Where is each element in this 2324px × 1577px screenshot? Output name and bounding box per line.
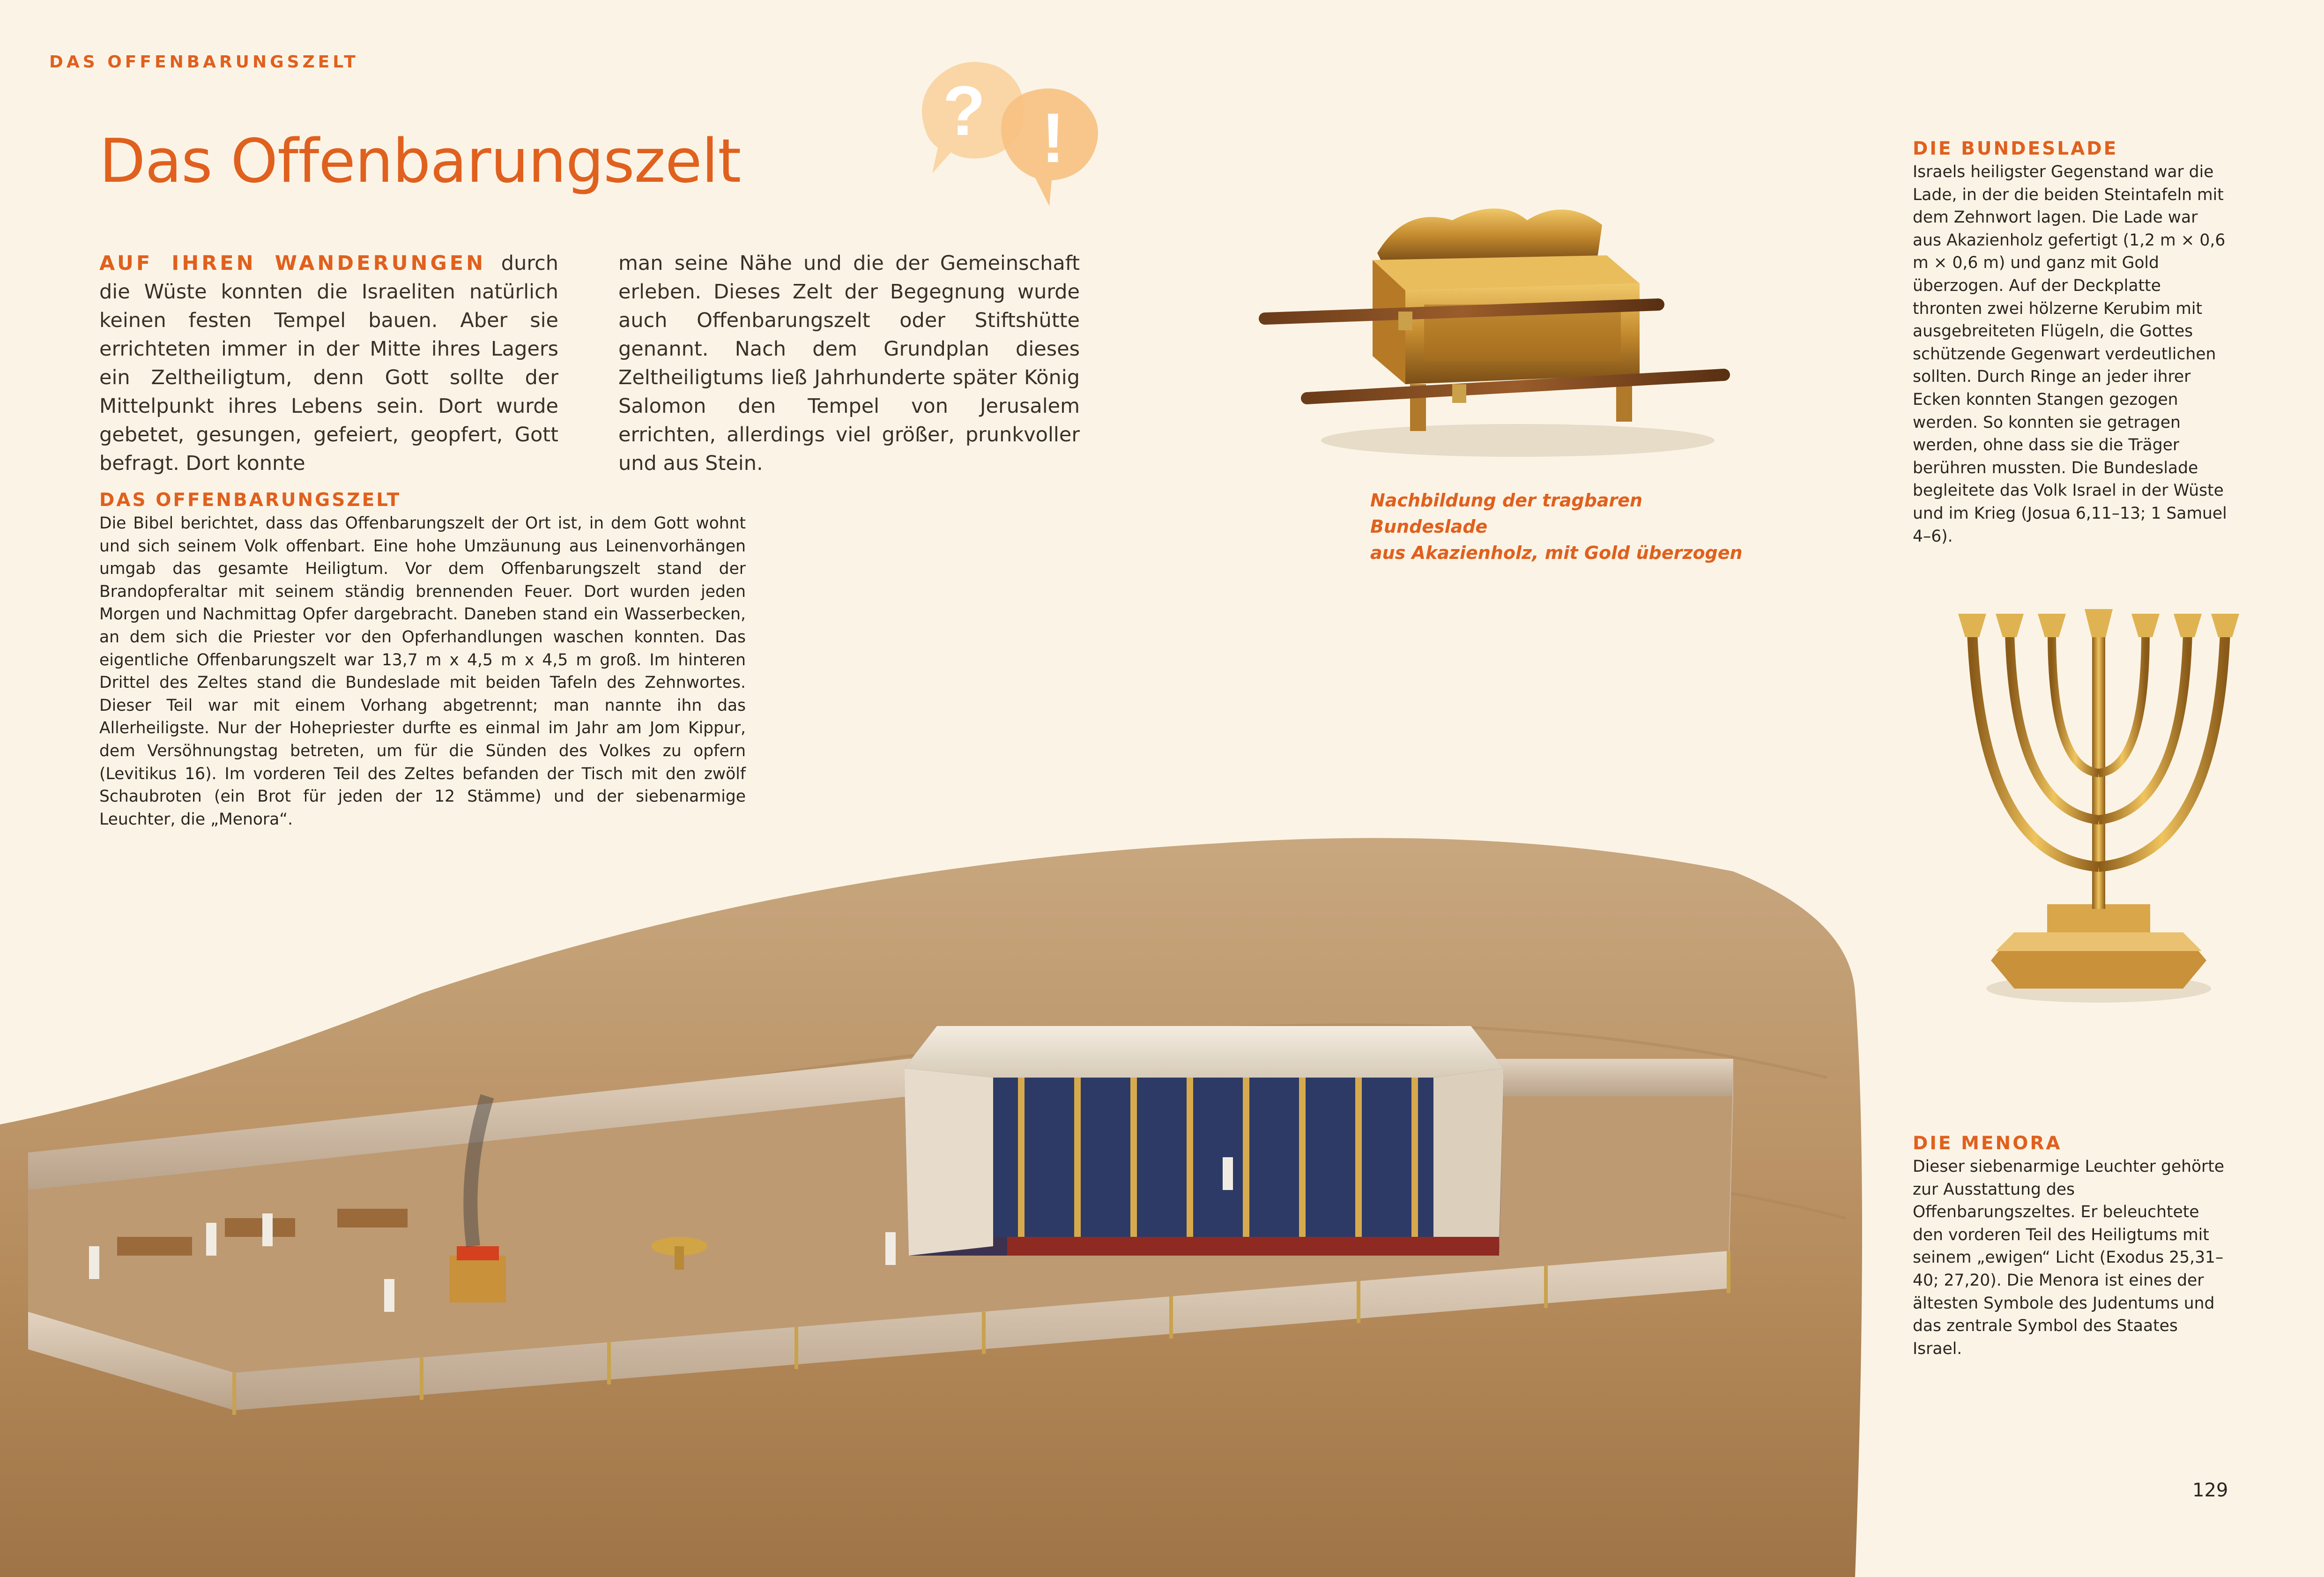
page-title: Das Offenbarungszelt [99, 126, 741, 196]
svg-text:!: ! [1041, 98, 1065, 177]
intro-text-1: durch die Wüste konnten die Israeliten natürlich keinen festen Tempel bauen. Aber sie errichteten immer in der Mitte ihres Lagers ein Zeltheiligtum, denn Gott sollte der Mittelpunkt ihres Lebens sein. Dort wurde gebetet, gesungen, gefeiert, geopfert, Gott befragt. Dort konnte [99, 252, 558, 475]
section-heading-ark: DIE BUNDESLADE [1913, 138, 2118, 159]
svg-text:?: ? [943, 71, 986, 150]
question-exclamation-bubbles-icon [909, 52, 1110, 211]
page-number: 129 [2192, 1480, 2228, 1501]
section-text-menora: Dieser siebenarmige Leuchter gehörte zur Ausstattung des Offenbarungszeltes. Er beleuchtete den vorderen Teil des Heiligtums mit seinem „ewigen“ Licht (Exodus 25,31–40; 27,20). Die Menora ist eines der ältesten Symbole des Judentums und das zentrale Symbol des Staates Israel. [1913, 1157, 2224, 1358]
intro-column-1 [99, 249, 558, 478]
section-text-ark: Israels heiligster Gegenstand war die Lade, in der die beiden Steintafeln mit dem Zehnwort lagen. Die Lade war aus Akazienholz gefertigt (1,2 m × 0,6 m × 0,6 m) und ganz mit Gold überzogen. Auf der Deckplatte thronten zwei hölzerne Kerubim mit ausgebreiteten Flügeln, die Gottes schützende Gegenwart verdeutlichen sollten. Durch Ringe an jeder ihrer Ecken konnten Stangen gezogen werden. So konnten sie getragen werden, ohne dass sie die Träger berühren mussten. Die Bundeslade begleitete das Volk Israel in der Wüste und im Krieg (Josua 6,11–13; 1 Samuel 4–6). [1913, 163, 2227, 546]
ark-caption [1370, 487, 1745, 566]
section-heading-menora: DIE MENORA [1913, 1133, 2062, 1154]
running-header: DAS OFFENBARUNGSZELT [49, 52, 359, 72]
section-heading-tent: DAS OFFENBARUNGSZELT [99, 490, 401, 511]
tabernacle-scene-illustration [0, 796, 2324, 1577]
intro-lead: AUF IHREN WANDERUNGEN [99, 252, 486, 275]
ark-of-covenant-illustration [1237, 178, 1743, 469]
intro-column-2: man seine Nähe und die der Gemeinschaft erleben. Dieses Zelt der Begegnung wurde auch Offenbarungszelt oder Stiftshütte genannt. Nach dem Grundplan dieses Zeltheiligtums ließ Jahrhunderte später König Salomon den Tempel von Jerusalem errichten, allerdings viel größer, prunkvoller und aus Stein. [618, 252, 1080, 475]
section-text-tent: Die Bibel berichtet, dass das Offenbarungszelt der Ort ist, in dem Gott wohnt und sich seinem Volk offenbart. Eine hohe Umzäunung aus Leinenvorhängen umgab das gesamte Heiligtum. Vor dem Offenbarungszelt stand der Brandopferaltar mit seinem ständig brennenden Feuer. Dort wurden jeden Morgen und Nachmittag Opfer dargebracht. Daneben stand ein Wasserbecken, an dem sich die Priester vor den Opferhandlungen waschen konnten. Das eigentliche Offenbarungszelt war 13,7 m x 4,5 m x 4,5 m groß. Im hinteren Drittel des Zeltes stand die Bundeslade mit beiden Tafeln des Zehnwortes. Dieser Teil war mit einem Vorhang abgetrennt; man nannte ihn das Allerheiligste. Nur der Hohepriester durfte es einmal im Jahr am Jom Kippur, dem Versöhnungstag betreten, um für die Sünden des Volkes zu opfern (Levitikus 16). Im vorderen Teil des Zeltes befanden der Tisch mit den zwölf Schaubroten (ein Brot für jeden der 12 Stämme) und der siebenarmige Leuchter, die „Menora“. [99, 514, 746, 829]
ark-caption-line-1: Nachbildung der tragbaren Bundeslade [1370, 490, 1643, 537]
ark-caption-line-2: aus Akazienholz, mit Gold überzogen [1370, 543, 1743, 563]
